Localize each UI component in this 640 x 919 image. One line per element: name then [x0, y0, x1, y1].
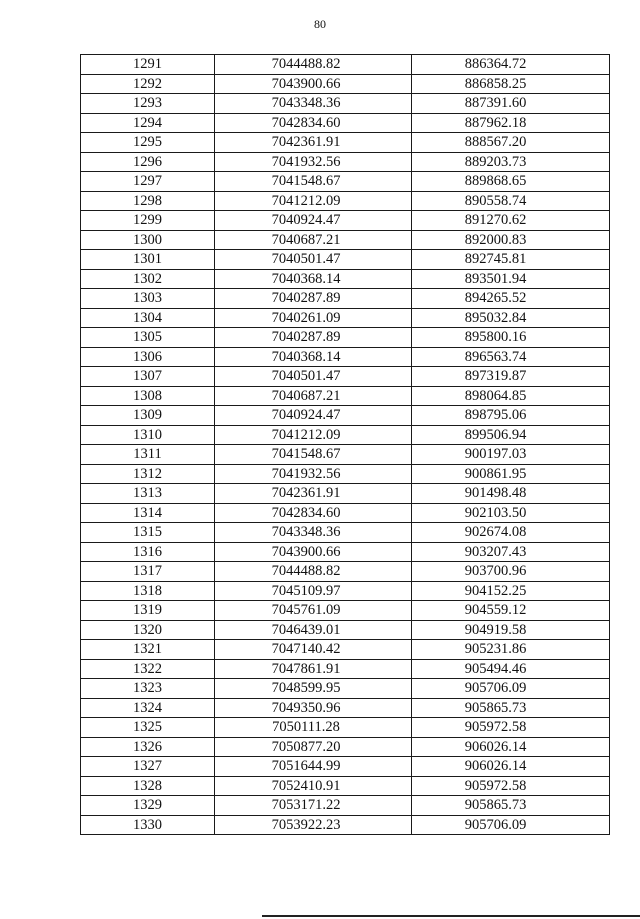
y-coordinate-cell: 900197.03 [412, 445, 610, 465]
x-coordinate-cell: 7042361.91 [215, 133, 412, 153]
x-coordinate-cell: 7050877.20 [215, 737, 412, 757]
point-number-cell: 1310 [81, 425, 215, 445]
coordinates-table [80, 54, 610, 835]
table-row [81, 250, 610, 270]
table-row [81, 113, 610, 133]
point-number-cell: 1294 [81, 113, 215, 133]
x-coordinate-cell: 7053922.23 [215, 815, 412, 835]
y-coordinate-cell: 903700.96 [412, 562, 610, 582]
point-number-cell: 1291 [81, 55, 215, 75]
table-row [81, 386, 610, 406]
y-coordinate-cell: 897319.87 [412, 367, 610, 387]
y-coordinate-cell: 905706.09 [412, 679, 610, 699]
y-coordinate-cell: 898795.06 [412, 406, 610, 426]
point-number-cell: 1298 [81, 191, 215, 211]
table-row [81, 94, 610, 114]
y-coordinate-cell: 905494.46 [412, 659, 610, 679]
table-row [81, 620, 610, 640]
point-number-cell: 1303 [81, 289, 215, 309]
table-row [81, 445, 610, 465]
point-number-cell: 1308 [81, 386, 215, 406]
point-number-cell: 1299 [81, 211, 215, 231]
y-coordinate-cell: 900861.95 [412, 464, 610, 484]
y-coordinate-cell: 889203.73 [412, 152, 610, 172]
y-coordinate-cell: 892000.83 [412, 230, 610, 250]
x-coordinate-cell: 7047861.91 [215, 659, 412, 679]
y-coordinate-cell: 899506.94 [412, 425, 610, 445]
x-coordinate-cell: 7043348.36 [215, 523, 412, 543]
point-number-cell: 1312 [81, 464, 215, 484]
x-coordinate-cell: 7040368.14 [215, 347, 412, 367]
y-coordinate-cell: 896563.74 [412, 347, 610, 367]
x-coordinate-cell: 7052410.91 [215, 776, 412, 796]
point-number-cell: 1307 [81, 367, 215, 387]
table-row [81, 328, 610, 348]
table-row [81, 659, 610, 679]
x-coordinate-cell: 7049350.96 [215, 698, 412, 718]
table-row [81, 718, 610, 738]
point-number-cell: 1323 [81, 679, 215, 699]
point-number-cell: 1322 [81, 659, 215, 679]
x-coordinate-cell: 7040501.47 [215, 367, 412, 387]
y-coordinate-cell: 902674.08 [412, 523, 610, 543]
point-number-cell: 1302 [81, 269, 215, 289]
x-coordinate-cell: 7040368.14 [215, 269, 412, 289]
table-row [81, 230, 610, 250]
point-number-cell: 1297 [81, 172, 215, 192]
point-number-cell: 1317 [81, 562, 215, 582]
x-coordinate-cell: 7051644.99 [215, 757, 412, 777]
table-row [81, 815, 610, 835]
coordinates-table-body [81, 55, 610, 835]
x-coordinate-cell: 7043900.66 [215, 542, 412, 562]
y-coordinate-cell: 901498.48 [412, 484, 610, 504]
table-row [81, 133, 610, 153]
point-number-cell: 1315 [81, 523, 215, 543]
table-row [81, 308, 610, 328]
table-row [81, 347, 610, 367]
point-number-cell: 1309 [81, 406, 215, 426]
x-coordinate-cell: 7040924.47 [215, 406, 412, 426]
x-coordinate-cell: 7046439.01 [215, 620, 412, 640]
table-row [81, 542, 610, 562]
x-coordinate-cell: 7050111.28 [215, 718, 412, 738]
y-coordinate-cell: 905231.86 [412, 640, 610, 660]
point-number-cell: 1328 [81, 776, 215, 796]
y-coordinate-cell: 886858.25 [412, 74, 610, 94]
point-number-cell: 1316 [81, 542, 215, 562]
x-coordinate-cell: 7040287.89 [215, 328, 412, 348]
table-row [81, 757, 610, 777]
x-coordinate-cell: 7043348.36 [215, 94, 412, 114]
x-coordinate-cell: 7048599.95 [215, 679, 412, 699]
x-coordinate-cell: 7040501.47 [215, 250, 412, 270]
y-coordinate-cell: 895800.16 [412, 328, 610, 348]
point-number-cell: 1320 [81, 620, 215, 640]
table-row [81, 601, 610, 621]
point-number-cell: 1311 [81, 445, 215, 465]
table-row [81, 55, 610, 75]
point-number-cell: 1329 [81, 796, 215, 816]
table-row [81, 737, 610, 757]
table-row [81, 269, 610, 289]
point-number-cell: 1293 [81, 94, 215, 114]
point-number-cell: 1324 [81, 698, 215, 718]
y-coordinate-cell: 905972.58 [412, 776, 610, 796]
y-coordinate-cell: 893501.94 [412, 269, 610, 289]
table-row [81, 406, 610, 426]
y-coordinate-cell: 895032.84 [412, 308, 610, 328]
y-coordinate-cell: 887962.18 [412, 113, 610, 133]
x-coordinate-cell: 7042834.60 [215, 113, 412, 133]
x-coordinate-cell: 7053171.22 [215, 796, 412, 816]
point-number-cell: 1301 [81, 250, 215, 270]
y-coordinate-cell: 903207.43 [412, 542, 610, 562]
point-number-cell: 1325 [81, 718, 215, 738]
y-coordinate-cell: 894265.52 [412, 289, 610, 309]
point-number-cell: 1319 [81, 601, 215, 621]
table-row [81, 464, 610, 484]
y-coordinate-cell: 890558.74 [412, 191, 610, 211]
table-row [81, 562, 610, 582]
y-coordinate-cell: 898064.85 [412, 386, 610, 406]
point-number-cell: 1300 [81, 230, 215, 250]
point-number-cell: 1330 [81, 815, 215, 835]
y-coordinate-cell: 905865.73 [412, 698, 610, 718]
point-number-cell: 1314 [81, 503, 215, 523]
table-row [81, 152, 610, 172]
table-row [81, 484, 610, 504]
y-coordinate-cell: 905972.58 [412, 718, 610, 738]
table-row [81, 523, 610, 543]
y-coordinate-cell: 892745.81 [412, 250, 610, 270]
point-number-cell: 1306 [81, 347, 215, 367]
x-coordinate-cell: 7040687.21 [215, 386, 412, 406]
x-coordinate-cell: 7045761.09 [215, 601, 412, 621]
x-coordinate-cell: 7044488.82 [215, 562, 412, 582]
x-coordinate-cell: 7047140.42 [215, 640, 412, 660]
point-number-cell: 1292 [81, 74, 215, 94]
point-number-cell: 1304 [81, 308, 215, 328]
table-row [81, 172, 610, 192]
y-coordinate-cell: 905865.73 [412, 796, 610, 816]
y-coordinate-cell: 886364.72 [412, 55, 610, 75]
page-number: 80 [314, 17, 326, 31]
table-row [81, 289, 610, 309]
x-coordinate-cell: 7042834.60 [215, 503, 412, 523]
y-coordinate-cell: 904919.58 [412, 620, 610, 640]
page-bottom-rule [262, 915, 640, 917]
x-coordinate-cell: 7041932.56 [215, 152, 412, 172]
table-row [81, 503, 610, 523]
table-row [81, 679, 610, 699]
point-number-cell: 1313 [81, 484, 215, 504]
table-row [81, 191, 610, 211]
x-coordinate-cell: 7043900.66 [215, 74, 412, 94]
y-coordinate-cell: 891270.62 [412, 211, 610, 231]
x-coordinate-cell: 7042361.91 [215, 484, 412, 504]
table-row [81, 796, 610, 816]
table-row [81, 74, 610, 94]
x-coordinate-cell: 7041212.09 [215, 191, 412, 211]
table-row [81, 581, 610, 601]
y-coordinate-cell: 902103.50 [412, 503, 610, 523]
y-coordinate-cell: 906026.14 [412, 757, 610, 777]
x-coordinate-cell: 7040687.21 [215, 230, 412, 250]
x-coordinate-cell: 7045109.97 [215, 581, 412, 601]
x-coordinate-cell: 7040261.09 [215, 308, 412, 328]
point-number-cell: 1295 [81, 133, 215, 153]
y-coordinate-cell: 906026.14 [412, 737, 610, 757]
x-coordinate-cell: 7040287.89 [215, 289, 412, 309]
y-coordinate-cell: 887391.60 [412, 94, 610, 114]
x-coordinate-cell: 7041212.09 [215, 425, 412, 445]
point-number-cell: 1305 [81, 328, 215, 348]
table-row [81, 640, 610, 660]
x-coordinate-cell: 7041548.67 [215, 445, 412, 465]
x-coordinate-cell: 7040924.47 [215, 211, 412, 231]
x-coordinate-cell: 7041548.67 [215, 172, 412, 192]
y-coordinate-cell: 889868.65 [412, 172, 610, 192]
y-coordinate-cell: 904152.25 [412, 581, 610, 601]
y-coordinate-cell: 904559.12 [412, 601, 610, 621]
table-row [81, 211, 610, 231]
table-row [81, 776, 610, 796]
point-number-cell: 1318 [81, 581, 215, 601]
x-coordinate-cell: 7044488.82 [215, 55, 412, 75]
y-coordinate-cell: 905706.09 [412, 815, 610, 835]
point-number-cell: 1321 [81, 640, 215, 660]
table-row [81, 698, 610, 718]
point-number-cell: 1296 [81, 152, 215, 172]
table-row [81, 425, 610, 445]
table-row [81, 367, 610, 387]
point-number-cell: 1327 [81, 757, 215, 777]
point-number-cell: 1326 [81, 737, 215, 757]
y-coordinate-cell: 888567.20 [412, 133, 610, 153]
x-coordinate-cell: 7041932.56 [215, 464, 412, 484]
